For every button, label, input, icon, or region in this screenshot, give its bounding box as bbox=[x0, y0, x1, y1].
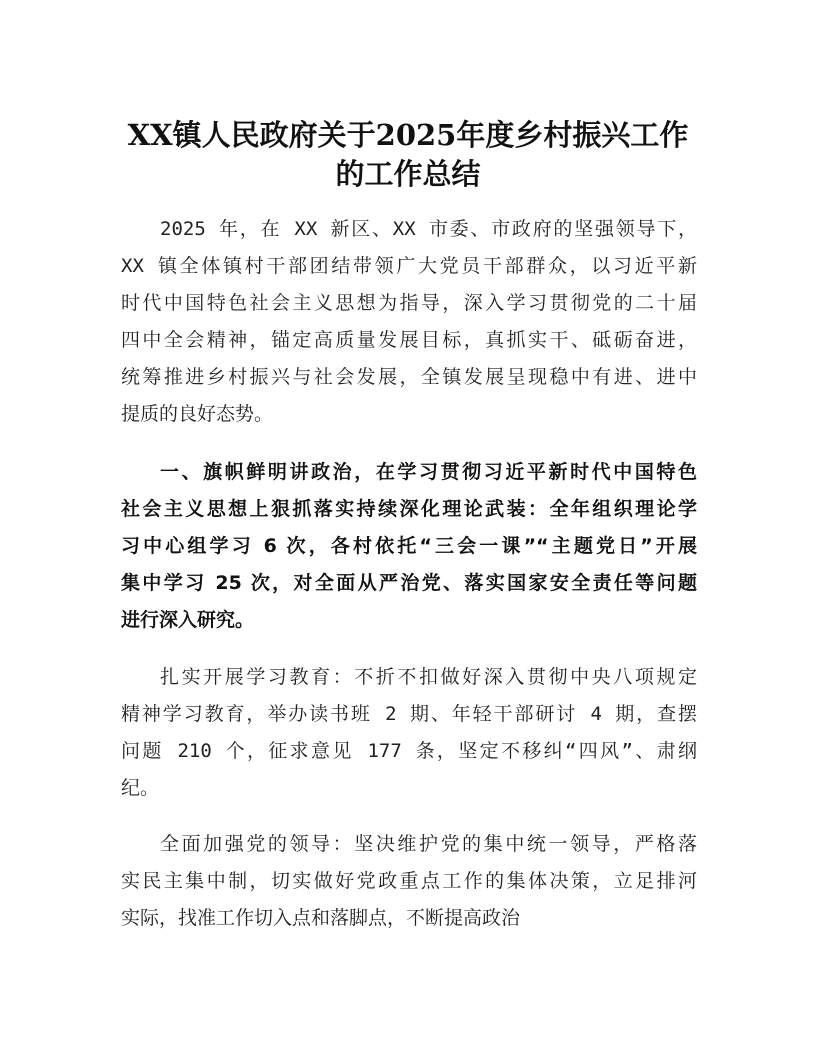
paragraph-line: 实际，找准工作切入点和落脚点，不断提高政治 bbox=[121, 907, 521, 929]
section-heading-line: 社会主义思想上狠抓落实持续深化理论武装：全年组织理论学 bbox=[121, 498, 697, 520]
intro-line: 时代中国特色社会主义思想为指导，深入学习贯彻党的二十届 bbox=[121, 292, 697, 314]
document-title-line-2: 的工作总结 bbox=[335, 157, 481, 191]
intro-line: 统筹推进乡村振兴与社会发展，全镇发展呈现稳中有进、进中 bbox=[121, 366, 697, 388]
intro-line: XX 镇全体镇村干部团结带领广大党员干部群众，以习近平新 bbox=[121, 255, 697, 277]
paragraph-line: 扎实开展学习教育：不折不扣做好深入贯彻中央八项规定 bbox=[160, 666, 697, 688]
document-title-line-1: XX镇人民政府关于2025年度乡村振兴工作 bbox=[127, 118, 689, 152]
section-heading-line: 进行深入研究。 bbox=[121, 609, 255, 631]
paragraph-line: 实民主集中制，切实做好党政重点工作的集体决策，立足排河 bbox=[121, 870, 697, 892]
section-heading-line: 一、旗帜鲜明讲政治，在学习贯彻习近平新时代中国特色 bbox=[160, 461, 697, 483]
paragraph-line: 全面加强党的领导：坚决维护党的集中统一领导，严格落 bbox=[160, 833, 697, 855]
paragraph-line: 问题 210 个，征求意见 177 条，坚定不移纠“四风”、肃纲 bbox=[121, 740, 697, 762]
paragraph-line: 纪。 bbox=[121, 777, 160, 799]
intro-line: 2025 年，在 XX 新区、XX 市委、市政府的坚强领导下， bbox=[160, 218, 697, 240]
section-heading-line: 习中心组学习 6 次，各村依托“三会一课”“主题党日”开展 bbox=[121, 535, 697, 557]
section-heading-line: 集中学习 25 次，对全面从严治党、落实国家安全责任等问题 bbox=[121, 572, 697, 594]
intro-line: 四中全会精神，锚定高质量发展目标，真抓实干、砥砺奋进， bbox=[121, 329, 697, 351]
paragraph-line: 精神学习教育，举办读书班 2 期、年轻干部研讨 4 期，查摆 bbox=[121, 703, 697, 725]
intro-line: 提质的良好态势。 bbox=[121, 403, 274, 425]
